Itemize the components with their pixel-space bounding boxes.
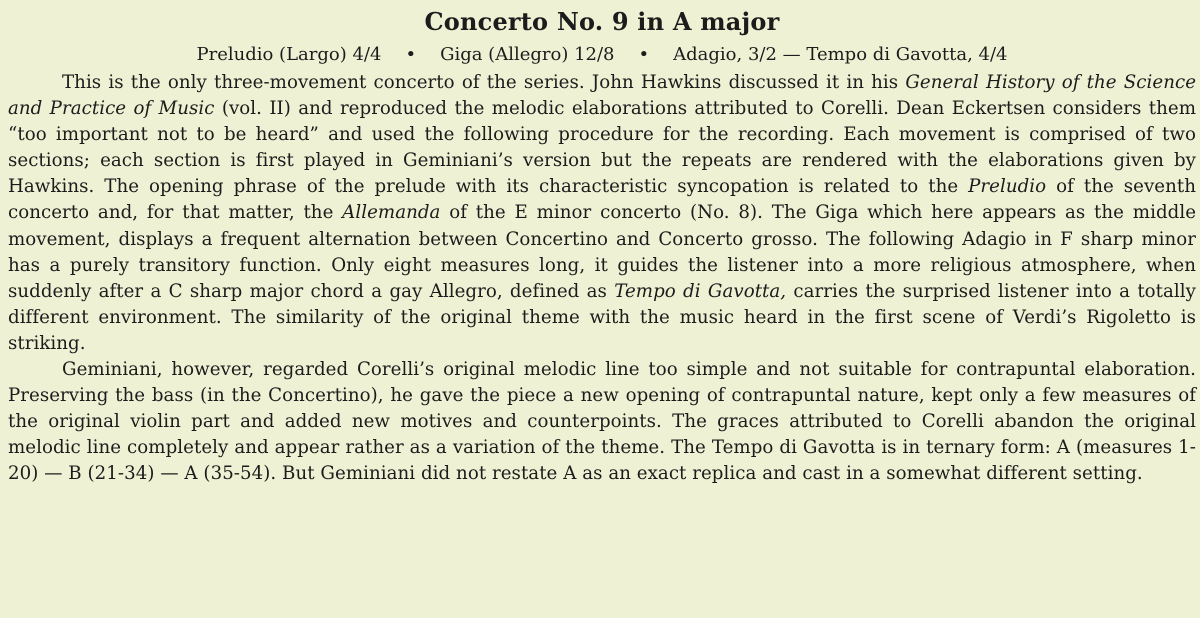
separator-dot: • xyxy=(638,44,650,65)
paragraph-1-text: (vol. II) and reproduced the melodic elaborations attributed to Corelli. Dean Eckertsen considers them “too important not to be heard” and used the following procedure for the recording. Each movement is comprised of two sections; each section is first played in Geminiani’s version but the repeats are rendered with the elaborations given by Hawkins. The opening phrase of the prelude with its characteristic syncopation is related to the xyxy=(8,98,1196,198)
paragraph-2: Geminiani, however, regarded Corelli’s original melodic line too simple and not suitable for contrapuntal elaboration. Preserving the bass (in the Concertino), he gave the piece a new opening of contrapuntal nature, kept only a few measures of the original violin part and added new motives and counterpoints. The graces attributed to Corelli abandon the original melodic line completely and appear rather as a variation of the theme. The Tempo di Gavotta is in ternary form: A (measures 1-20) — B (21-34) — A (35-54). But Geminiani did not restate A as an exact replica and cast in a somewhat different setting. xyxy=(8,359,1196,485)
movement-list xyxy=(8,40,1196,70)
allemanda-italic: Allemanda xyxy=(342,202,441,224)
movement-2: Giga (Allegro) 12/8 xyxy=(440,44,615,65)
preludio-italic: Preludio xyxy=(968,176,1047,198)
paragraph-1 xyxy=(8,70,1196,357)
paragraph-1-text: carries the surprised listener into a totally different environment. The similarity of the original theme with the music heard in the first scene of Verdi’s Rigoletto is striking. xyxy=(8,280,1196,354)
movement-3: Adagio, 3/2 — Tempo di Gavotta, 4/4 xyxy=(673,44,1008,65)
separator-dot: • xyxy=(405,44,417,65)
paragraph-1-text: of the E minor concerto (No. 8). The Giga which here appears as the middle movement, displays a frequent alternation between Concertino and Concerto grosso. The following Adagio in F sharp minor has a purely transitory function. Only eight measures long, it guides the listener into a more religious atmosphere, when suddenly after a C sharp major chord a gay Allegro, defined as xyxy=(8,202,1197,302)
tempo-di-gavotta-italic: Tempo di Gavotta, xyxy=(614,280,787,302)
page-title: Concerto No. 9 in A major xyxy=(424,7,780,36)
paragraph-1-text: of the seventh concerto and, for that matter, the xyxy=(8,176,1196,224)
book-title-italic: General History of the Science and Practice of Music xyxy=(8,72,1197,120)
paragraph-1-text: This is the only three-movement concerto of the series. John Hawkins discussed it in his xyxy=(62,72,906,93)
movement-1: Preludio (Largo) 4/4 xyxy=(196,44,382,65)
